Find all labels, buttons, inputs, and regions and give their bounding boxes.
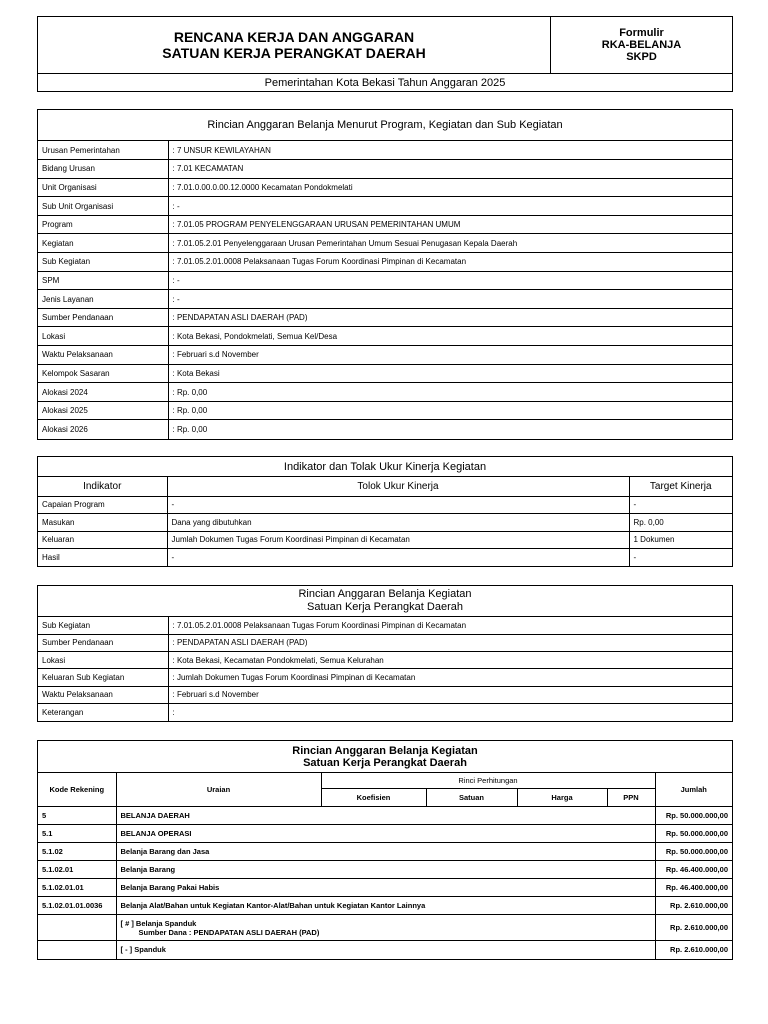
budget-title bbox=[38, 741, 732, 772]
detail-label: Lokasi bbox=[38, 652, 168, 669]
budget-header-ppn: PPN bbox=[607, 789, 655, 807]
info-value: : 7.01.05.2.01.0008 Pelaksanaan Tugas Forum Koordinasi Pimpinan di Kecamatan bbox=[168, 253, 732, 272]
info-value: : 7.01.05 PROGRAM PENYELENGGARAAN URUSAN PEMERINTAHAN UMUM bbox=[168, 215, 732, 234]
info-value: : - bbox=[168, 290, 732, 309]
info-row bbox=[38, 160, 732, 179]
budget-description: BELANJA OPERASI bbox=[116, 825, 655, 843]
detail-row bbox=[38, 686, 732, 703]
indicator-name: Keluaran bbox=[38, 531, 167, 549]
detail-row bbox=[38, 703, 732, 720]
activity-detail-table bbox=[38, 617, 732, 721]
program-info-table bbox=[38, 141, 732, 439]
indicator-measure: - bbox=[167, 549, 629, 567]
budget-item-row bbox=[38, 941, 732, 959]
info-label: Bidang Urusan bbox=[38, 160, 168, 179]
detail-value: : Februari s.d November bbox=[168, 686, 732, 703]
detail-label: Sub Kegiatan bbox=[38, 617, 168, 634]
budget-row bbox=[38, 825, 732, 843]
detail-row bbox=[38, 669, 732, 686]
info-label: Waktu Pelaksanaan bbox=[38, 346, 168, 365]
info-label: Jenis Layanan bbox=[38, 290, 168, 309]
info-value: : Kota Bekasi, Pondokmelati, Semua Kel/Desa bbox=[168, 327, 732, 346]
info-value: : Kota Bekasi bbox=[168, 364, 732, 383]
indicator-row bbox=[38, 496, 732, 514]
info-label: Unit Organisasi bbox=[38, 178, 168, 197]
indicator-target: - bbox=[629, 549, 732, 567]
activity-detail-section bbox=[37, 585, 733, 722]
info-value: : 7.01 KECAMATAN bbox=[168, 160, 732, 179]
info-label: Sub Kegiatan bbox=[38, 253, 168, 272]
activity-detail-title-line-2: Satuan Kerja Perangkat Daerah bbox=[307, 601, 463, 613]
indicator-row bbox=[38, 549, 732, 567]
budget-account-code: 5.1 bbox=[38, 825, 116, 843]
info-row bbox=[38, 401, 732, 420]
budget-row bbox=[38, 807, 732, 825]
info-label: Sumber Pendanaan bbox=[38, 308, 168, 327]
info-value: : - bbox=[168, 197, 732, 216]
indicator-row bbox=[38, 531, 732, 549]
budget-group-row bbox=[38, 915, 732, 941]
budget-header-uraian: Uraian bbox=[116, 773, 321, 807]
budget-amount: Rp. 46.400.000,00 bbox=[655, 879, 732, 897]
info-row bbox=[38, 364, 732, 383]
budget-amount: Rp. 50.000.000,00 bbox=[655, 807, 732, 825]
indicator-header-indikator: Indikator bbox=[38, 477, 167, 496]
indicator-header-tolok: Tolok Ukur Kinerja bbox=[167, 477, 629, 496]
info-row bbox=[38, 253, 732, 272]
info-value: : Rp. 0,00 bbox=[168, 401, 732, 420]
info-label: Alokasi 2024 bbox=[38, 383, 168, 402]
detail-value: : bbox=[168, 703, 732, 720]
document-header bbox=[37, 16, 733, 92]
budget-group-source: Sumber Dana : PENDAPATAN ASLI DAERAH (PAD) bbox=[138, 927, 320, 937]
indicator-header-target: Target Kinerja bbox=[629, 477, 732, 496]
budget-group-label: [ # ] Belanja Spanduk bbox=[120, 918, 197, 928]
info-row bbox=[38, 178, 732, 197]
budget-item-amount: Rp. 2.610.000,00 bbox=[655, 941, 732, 959]
info-value: : 7.01.05.2.01 Penyelenggaraan Urusan Pemerintahan Umum Sesuai Penugasan Kepala Daerah bbox=[168, 234, 732, 253]
info-value: : Rp. 0,00 bbox=[168, 420, 732, 439]
form-line-3: SKPD bbox=[626, 51, 657, 63]
info-row bbox=[38, 234, 732, 253]
detail-value: : 7.01.05.2.01.0008 Pelaksanaan Tugas Forum Koordinasi Pimpinan di Kecamatan bbox=[168, 617, 732, 634]
budget-title-line-1: Rincian Anggaran Belanja Kegiatan bbox=[292, 744, 478, 757]
info-value: : Februari s.d November bbox=[168, 346, 732, 365]
activity-detail-title-line-1: Rincian Anggaran Belanja Kegiatan bbox=[298, 588, 472, 600]
info-row bbox=[38, 383, 732, 402]
budget-header-rinci: Rinci Perhitungan bbox=[321, 773, 655, 789]
budget-table bbox=[38, 772, 732, 959]
info-row bbox=[38, 420, 732, 439]
indicator-measure: Dana yang dibutuhkan bbox=[167, 514, 629, 532]
info-row bbox=[38, 271, 732, 290]
budget-account-code: 5.1.02.01 bbox=[38, 861, 116, 879]
info-row bbox=[38, 290, 732, 309]
indicator-table bbox=[38, 477, 732, 566]
info-value: : 7.01.0.00.0.00.12.0000 Kecamatan Pondokmelati bbox=[168, 178, 732, 197]
budget-section bbox=[37, 740, 733, 960]
info-label: Kegiatan bbox=[38, 234, 168, 253]
budget-description: Belanja Barang bbox=[116, 861, 655, 879]
indicator-section bbox=[37, 456, 733, 567]
info-value: : Rp. 0,00 bbox=[168, 383, 732, 402]
budget-item-label: [ - ] Spanduk bbox=[116, 941, 655, 959]
info-row bbox=[38, 141, 732, 160]
detail-label: Sumber Pendanaan bbox=[38, 634, 168, 651]
detail-label: Waktu Pelaksanaan bbox=[38, 686, 168, 703]
budget-account-code: 5 bbox=[38, 807, 116, 825]
indicator-name: Hasil bbox=[38, 549, 167, 567]
form-line-1: Formulir bbox=[619, 27, 664, 39]
info-label: SPM bbox=[38, 271, 168, 290]
info-row bbox=[38, 197, 732, 216]
budget-amount: Rp. 46.400.000,00 bbox=[655, 861, 732, 879]
title-line-2: SATUAN KERJA PERANGKAT DAERAH bbox=[162, 45, 426, 61]
budget-header-satuan: Satuan bbox=[426, 789, 517, 807]
indicator-name: Capaian Program bbox=[38, 496, 167, 514]
budget-account-code: 5.1.02.01.01 bbox=[38, 879, 116, 897]
budget-amount: Rp. 50.000.000,00 bbox=[655, 843, 732, 861]
info-label: Alokasi 2025 bbox=[38, 401, 168, 420]
budget-description: BELANJA DAERAH bbox=[116, 807, 655, 825]
indicator-name: Masukan bbox=[38, 514, 167, 532]
indicator-target: 1 Dokumen bbox=[629, 531, 732, 549]
info-label: Kelompok Sasaran bbox=[38, 364, 168, 383]
budget-description: Belanja Barang dan Jasa bbox=[116, 843, 655, 861]
info-row bbox=[38, 346, 732, 365]
detail-value: : Jumlah Dokumen Tugas Forum Koordinasi Pimpinan di Kecamatan bbox=[168, 669, 732, 686]
info-label: Sub Unit Organisasi bbox=[38, 197, 168, 216]
document-subtitle: Pemerintahan Kota Bekasi Tahun Anggaran 2025 bbox=[264, 77, 506, 89]
document-title bbox=[38, 17, 551, 73]
info-value: : - bbox=[168, 271, 732, 290]
budget-amount: Rp. 50.000.000,00 bbox=[655, 825, 732, 843]
indicator-title: Indikator dan Tolak Ukur Kinerja Kegiatan bbox=[38, 457, 732, 477]
budget-header-jumlah: Jumlah bbox=[655, 773, 732, 807]
detail-value: : Kota Bekasi, Kecamatan Pondokmelati, Semua Kelurahan bbox=[168, 652, 732, 669]
info-label: Lokasi bbox=[38, 327, 168, 346]
budget-account-code: 5.1.02 bbox=[38, 843, 116, 861]
program-info-title: Rincian Anggaran Belanja Menurut Program, Kegiatan dan Sub Kegiatan bbox=[38, 110, 732, 141]
indicator-target: - bbox=[629, 496, 732, 514]
budget-description: Belanja Barang Pakai Habis bbox=[116, 879, 655, 897]
program-info-section bbox=[37, 109, 733, 440]
title-line-1: RENCANA KERJA DAN ANGGARAN bbox=[173, 29, 415, 45]
budget-amount: Rp. 2.610.000,00 bbox=[655, 897, 732, 915]
indicator-measure: Jumlah Dokumen Tugas Forum Koordinasi Pimpinan di Kecamatan bbox=[167, 531, 629, 549]
budget-description: Belanja Alat/Bahan untuk Kegiatan Kantor-Alat/Bahan untuk Kegiatan Kantor Lainnya bbox=[116, 897, 655, 915]
info-row bbox=[38, 327, 732, 346]
info-label: Alokasi 2026 bbox=[38, 420, 168, 439]
budget-row bbox=[38, 879, 732, 897]
budget-group-cell bbox=[116, 915, 655, 941]
budget-row bbox=[38, 843, 732, 861]
detail-label: Keluaran Sub Kegiatan bbox=[38, 669, 168, 686]
budget-title-line-2: Satuan Kerja Perangkat Daerah bbox=[303, 756, 467, 769]
detail-row bbox=[38, 634, 732, 651]
form-code bbox=[551, 17, 732, 73]
budget-header-harga: Harga bbox=[517, 789, 607, 807]
detail-label: Keterangan bbox=[38, 703, 168, 720]
info-value: : PENDAPATAN ASLI DAERAH (PAD) bbox=[168, 308, 732, 327]
budget-row bbox=[38, 861, 732, 879]
budget-header-kode: Kode Rekening bbox=[38, 773, 116, 807]
budget-group-amount: Rp. 2.610.000,00 bbox=[655, 915, 732, 941]
budget-account-code: 5.1.02.01.01.0036 bbox=[38, 897, 116, 915]
budget-header-koefisien: Koefisien bbox=[321, 789, 426, 807]
info-value: : 7 UNSUR KEWILAYAHAN bbox=[168, 141, 732, 160]
budget-row bbox=[38, 897, 732, 915]
form-line-2: RKA-BELANJA bbox=[601, 39, 682, 51]
info-label: Program bbox=[38, 215, 168, 234]
info-label: Urusan Pemerintahan bbox=[38, 141, 168, 160]
detail-row bbox=[38, 617, 732, 634]
activity-detail-title bbox=[38, 586, 732, 617]
detail-row bbox=[38, 652, 732, 669]
indicator-row bbox=[38, 514, 732, 532]
detail-value: : PENDAPATAN ASLI DAERAH (PAD) bbox=[168, 634, 732, 651]
indicator-target: Rp. 0,00 bbox=[629, 514, 732, 532]
info-row bbox=[38, 215, 732, 234]
indicator-measure: - bbox=[167, 496, 629, 514]
info-row bbox=[38, 308, 732, 327]
